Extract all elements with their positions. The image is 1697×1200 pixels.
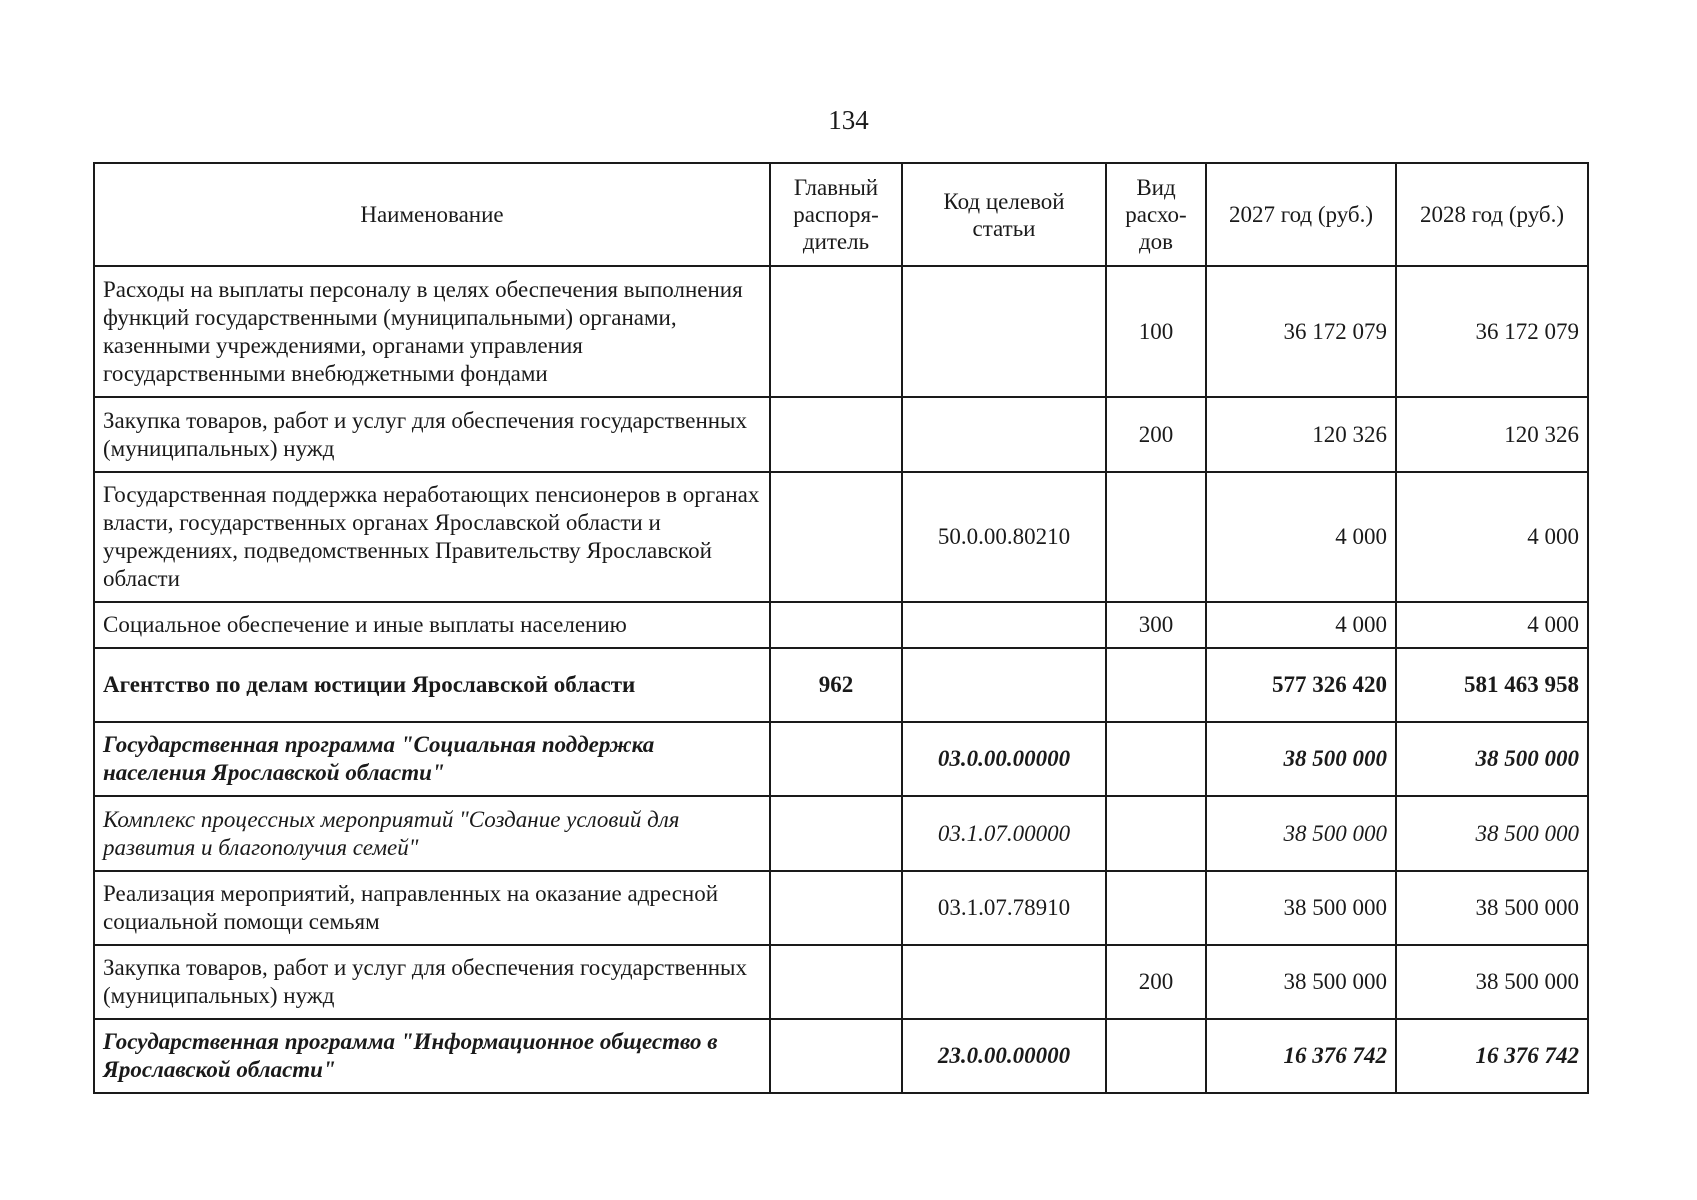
row-name: Агентство по делам юстиции Ярославской области <box>94 648 770 722</box>
row-2027: 4 000 <box>1206 602 1396 648</box>
row-target-code: 50.0.00.80210 <box>902 472 1106 602</box>
row-manager <box>770 397 902 472</box>
row-2027: 38 500 000 <box>1206 945 1396 1019</box>
row-manager: 962 <box>770 648 902 722</box>
header-2028: 2028 год (руб.) <box>1396 163 1588 266</box>
row-manager <box>770 472 902 602</box>
table-row <box>94 472 1588 602</box>
row-target-code: 03.1.07.00000 <box>902 796 1106 871</box>
row-2027: 36 172 079 <box>1206 266 1396 397</box>
row-2028: 4 000 <box>1396 472 1588 602</box>
row-manager <box>770 796 902 871</box>
row-expense-type <box>1106 648 1206 722</box>
row-2028: 4 000 <box>1396 602 1588 648</box>
table-row <box>94 722 1588 796</box>
row-2027: 38 500 000 <box>1206 871 1396 945</box>
row-name: Закупка товаров, работ и услуг для обеспечения государственных (муниципальных) нужд <box>94 945 770 1019</box>
row-2028: 38 500 000 <box>1396 871 1588 945</box>
row-manager <box>770 871 902 945</box>
row-2028: 38 500 000 <box>1396 945 1588 1019</box>
row-target-code <box>902 266 1106 397</box>
row-2027: 16 376 742 <box>1206 1019 1396 1093</box>
row-2028: 36 172 079 <box>1396 266 1588 397</box>
row-name: Социальное обеспечение и иные выплаты населению <box>94 602 770 648</box>
row-name: Государственная программа "Социальная поддержка населения Ярославской области" <box>94 722 770 796</box>
row-expense-type: 300 <box>1106 602 1206 648</box>
row-target-code: 03.0.00.00000 <box>902 722 1106 796</box>
table-row <box>94 602 1588 648</box>
row-manager <box>770 945 902 1019</box>
header-manager: Главный распоря-дитель <box>770 163 902 266</box>
row-2027: 4 000 <box>1206 472 1396 602</box>
row-name: Государственная программа "Информационное общество в Ярославской области" <box>94 1019 770 1093</box>
row-manager <box>770 266 902 397</box>
row-target-code <box>902 397 1106 472</box>
table-row <box>94 266 1588 397</box>
table-row <box>94 397 1588 472</box>
row-target-code <box>902 945 1106 1019</box>
row-2028: 120 326 <box>1396 397 1588 472</box>
header-expense-type: Вид расхо-дов <box>1106 163 1206 266</box>
row-expense-type: 200 <box>1106 397 1206 472</box>
row-2027: 120 326 <box>1206 397 1396 472</box>
row-2027: 577 326 420 <box>1206 648 1396 722</box>
header-2027: 2027 год (руб.) <box>1206 163 1396 266</box>
row-expense-type: 100 <box>1106 266 1206 397</box>
row-expense-type <box>1106 472 1206 602</box>
row-expense-type <box>1106 722 1206 796</box>
header-name: Наименование <box>94 163 770 266</box>
table-row <box>94 945 1588 1019</box>
row-expense-type <box>1106 796 1206 871</box>
row-target-code <box>902 602 1106 648</box>
row-2027: 38 500 000 <box>1206 796 1396 871</box>
row-expense-type <box>1106 871 1206 945</box>
row-target-code <box>902 648 1106 722</box>
header-row <box>94 163 1588 266</box>
page-number: 134 <box>828 105 869 135</box>
row-name: Государственная поддержка неработающих пенсионеров в органах власти, государственных органах Ярославской области и учреждениях, подведомственных Правительству Ярославской области <box>94 472 770 602</box>
table-row <box>94 796 1588 871</box>
table-row <box>94 648 1588 722</box>
row-expense-type <box>1106 1019 1206 1093</box>
table-row <box>94 871 1588 945</box>
row-expense-type: 200 <box>1106 945 1206 1019</box>
row-manager <box>770 602 902 648</box>
row-name: Расходы на выплаты персоналу в целях обеспечения выполнения функций государственными (муниципальными) органами, казенными учреждениями, органами управления государственными внебюджетными фондами <box>94 266 770 397</box>
row-name: Закупка товаров, работ и услуг для обеспечения государственных (муниципальных) нужд <box>94 397 770 472</box>
row-2028: 38 500 000 <box>1396 722 1588 796</box>
row-name: Комплекс процессных мероприятий "Создание условий для развития и благополучия семей" <box>94 796 770 871</box>
row-2027: 38 500 000 <box>1206 722 1396 796</box>
table-row <box>94 1019 1588 1093</box>
row-2028: 581 463 958 <box>1396 648 1588 722</box>
row-target-code: 03.1.07.78910 <box>902 871 1106 945</box>
header-target-code: Код целевой статьи <box>902 163 1106 266</box>
row-name: Реализация мероприятий, направленных на оказание адресной социальной помощи семьям <box>94 871 770 945</box>
row-manager <box>770 722 902 796</box>
row-manager <box>770 1019 902 1093</box>
row-2028: 38 500 000 <box>1396 796 1588 871</box>
row-2028: 16 376 742 <box>1396 1019 1588 1093</box>
row-target-code: 23.0.00.00000 <box>902 1019 1106 1093</box>
budget-table <box>93 162 1589 1094</box>
